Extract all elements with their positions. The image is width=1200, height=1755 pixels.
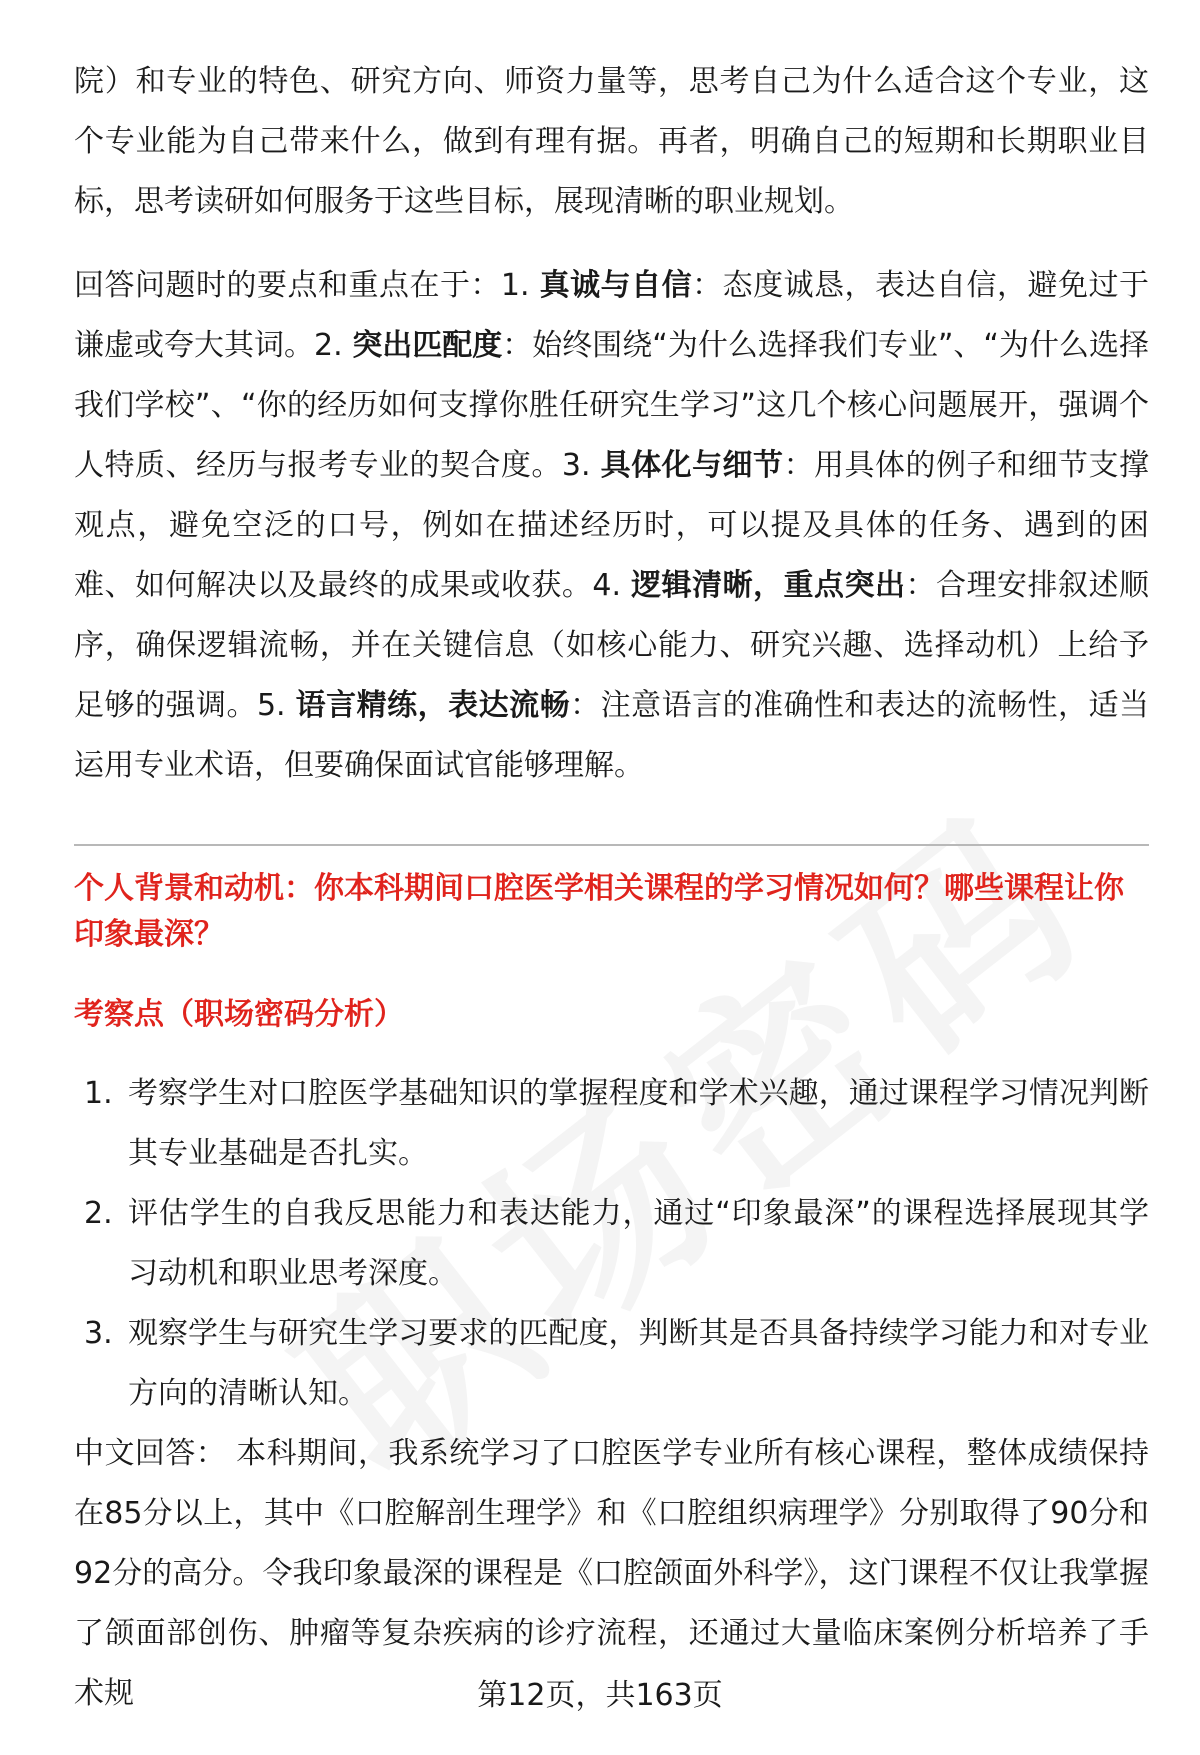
key-point-desc-3: ：用具体的例子和细节支撑观点，避免空泛的口号，例如在描述经历时，可以提及具体的任务、遇到的困难、如何解决以及最终的成果或收获。4. <box>74 448 1150 603</box>
key-point-term-4: 逻辑清晰，重点突出 <box>631 568 906 603</box>
list-item-text: 评估学生的自我反思能力和表达能力，通过“印象最深”的课程选择展现其学习动机和职业思考深度。 <box>128 1196 1149 1291</box>
list-item <box>74 1304 1149 1424</box>
list-item-text: 考察学生对口腔医学基础知识的掌握程度和学术兴趣，通过课程学习情况判断其专业基础是否扎实。 <box>128 1076 1149 1171</box>
paragraph-continued: 院）和专业的特色、研究方向、师资力量等，思考自己为什么适合这个专业，这个专业能为自己带来什么，做到有理有据。再者，明确自己的短期和长期职业目标，思考读研如何服务于这些目标，展现清晰的职业规划。 <box>74 64 1149 219</box>
question-heading: 个人背景和动机：你本科期间口腔医学相关课程的学习情况如何？哪些课程让你印象最深？ <box>74 871 1124 952</box>
list-item-text: 观察学生与研究生学习要求的匹配度，判断其是否具备持续学习能力和对专业方向的清晰认知。 <box>128 1316 1149 1411</box>
key-point-desc-5: ：注意语言的准确性和表达的流畅性，适当运用专业术语，但要确保面试官能够理解。 <box>74 688 1150 783</box>
list-item-number: 3. <box>84 1316 113 1351</box>
key-point-term-2: 突出匹配度 <box>352 328 503 363</box>
list-item-number: 1. <box>84 1076 113 1111</box>
key-point-desc-1: ：态度诚恳，表达自信，避免过于谦虚或夸大其词。2. <box>74 268 1150 363</box>
key-point-term-5: 语言精练，表达流畅 <box>295 688 571 723</box>
key-point-desc-4: ：合理安排叙述顺序，确保逻辑流畅，并在关键信息（如核心能力、研究兴趣、选择动机）上给予足够的强调。5. <box>74 568 1150 723</box>
section-divider <box>74 844 1149 846</box>
list-item <box>74 1184 1149 1304</box>
page-number: 第12页，共163页 <box>477 1678 723 1713</box>
answer-paragraph: 中文回答： 本科期间，我系统学习了口腔医学专业所有核心课程，整体成绩保持在85分以上，其中《口腔解剖生理学》和《口腔组织病理学》分别取得了90分和92分的高分。令我印象最深的课程是《口腔颌面外科学》，这门课程不仅让我掌握了颌面部创伤、肿瘤等复杂疾病的诊疗流程，还通过大量临床案例分析培养了手术规 <box>74 1436 1149 1711</box>
analysis-points-list <box>74 1064 1149 1424</box>
key-points-intro: 回答问题时的要点和重点在于：1. <box>74 268 540 303</box>
key-point-term-1: 真诚与自信 <box>539 268 693 303</box>
document-page <box>74 52 1149 1724</box>
analysis-subheading: 考察点（职场密码分析） <box>74 997 404 1032</box>
list-item-number: 2. <box>84 1196 113 1231</box>
paragraph-key-points <box>74 256 1149 796</box>
key-point-desc-2: ：始终围绕“为什么选择我们专业”、“为什么选择我们学校”、“你的经历如何支撑你胜任研究生学习”这几个核心问题展开，强调个人特质、经历与报考专业的契合度。3. <box>74 328 1149 483</box>
key-point-term-3: 具体化与细节 <box>600 448 784 483</box>
list-item <box>74 1064 1149 1184</box>
